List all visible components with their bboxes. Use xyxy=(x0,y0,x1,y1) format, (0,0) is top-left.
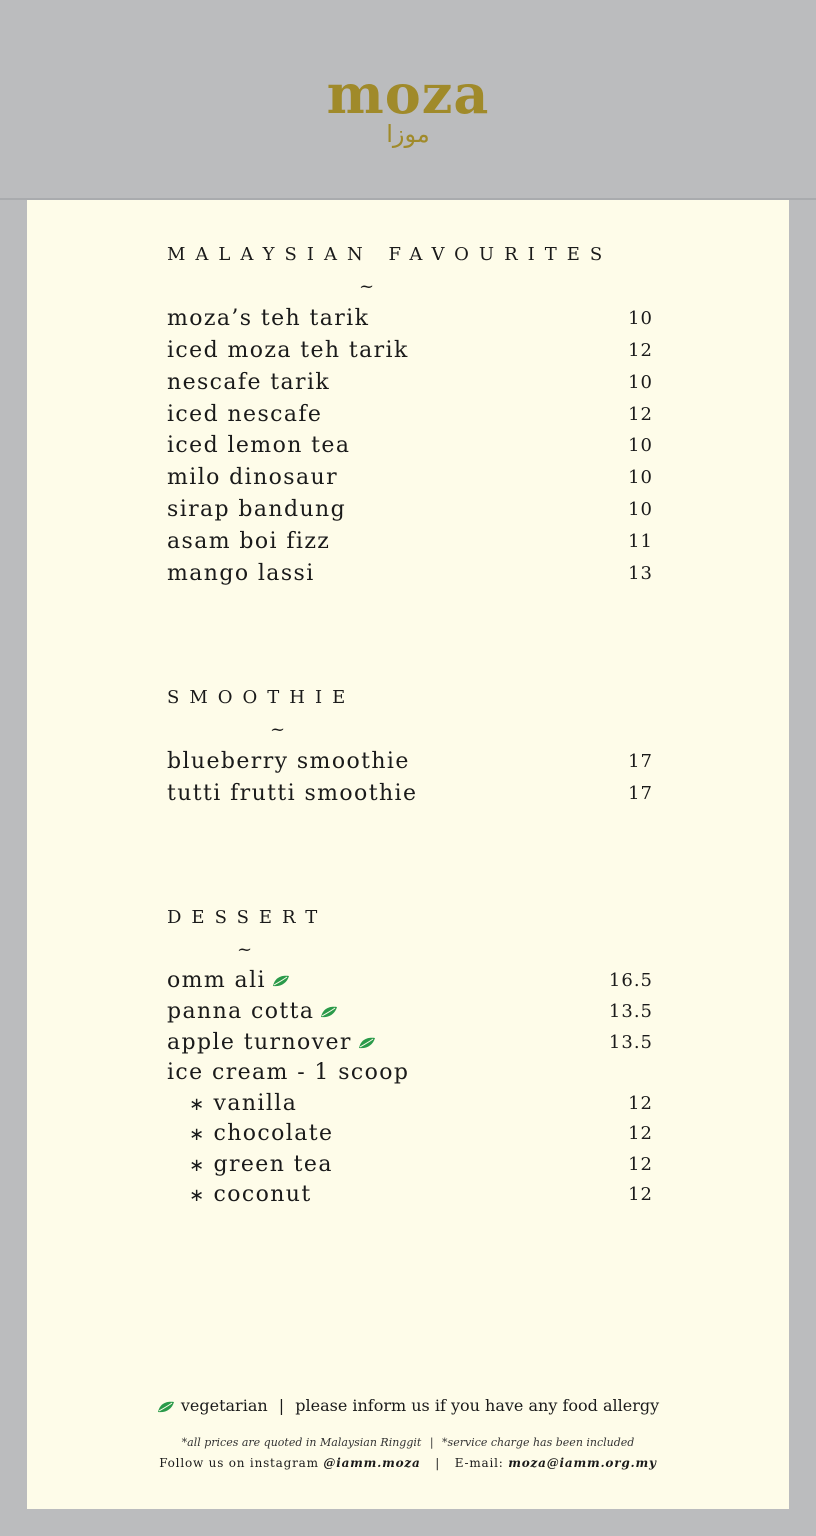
item-price: 12 xyxy=(628,1184,653,1205)
leaf-icon xyxy=(320,1005,338,1019)
item-price: 11 xyxy=(628,531,653,552)
section-divider: ~ xyxy=(359,276,375,297)
item-name: iced moza teh tarik xyxy=(167,338,409,363)
leaf-icon xyxy=(358,1036,376,1050)
menu-item xyxy=(167,465,653,495)
item-price: 17 xyxy=(628,783,653,804)
item-name: panna cotta xyxy=(167,999,338,1024)
item-name: moza’s teh tarik xyxy=(167,306,370,331)
menu-item xyxy=(167,561,653,591)
item-price: 10 xyxy=(628,372,653,393)
item-price: 12 xyxy=(628,1154,653,1175)
item-name: ice cream - 1 scoop xyxy=(167,1060,410,1085)
contact-separator: | xyxy=(435,1456,441,1470)
menu-item xyxy=(167,749,653,779)
item-name: coconut xyxy=(213,1182,312,1207)
item-price: 10 xyxy=(628,467,653,488)
logo-arabic: موزا xyxy=(386,120,430,148)
email-link[interactable]: moza@iamm.org.my xyxy=(508,1456,657,1470)
menu-subitem xyxy=(167,1121,653,1151)
item-name: sirap bandung xyxy=(167,497,347,522)
menu-item xyxy=(167,999,653,1029)
menu-item xyxy=(167,497,653,527)
item-name: chocolate xyxy=(213,1121,334,1146)
item-name: asam boi fizz xyxy=(167,529,331,554)
menu-item xyxy=(167,529,653,559)
item-name: omm ali xyxy=(167,968,290,993)
logo-wordmark: moza xyxy=(326,62,490,126)
menu-item xyxy=(167,968,653,998)
item-price: 10 xyxy=(628,499,653,520)
section-divider: ~ xyxy=(237,939,253,960)
item-price: 13.5 xyxy=(608,1032,653,1053)
menu-subitem xyxy=(167,1152,653,1182)
menu-item xyxy=(167,370,653,400)
item-name: apple turnover xyxy=(167,1030,376,1055)
item-price: 10 xyxy=(628,435,653,456)
item-name: vanilla xyxy=(213,1091,298,1116)
service-note: *service charge has been included xyxy=(442,1436,635,1449)
item-name: tutti frutti smoothie xyxy=(167,781,418,806)
menu-item xyxy=(167,433,653,463)
item-price: 16.5 xyxy=(608,970,653,991)
menu-subitem xyxy=(167,1091,653,1121)
item-price: 13.5 xyxy=(608,1001,653,1022)
price-note: *all prices are quoted in Malaysian Ringgit xyxy=(181,1436,422,1449)
item-price: 12 xyxy=(628,404,653,425)
footer-legend xyxy=(27,1396,789,1415)
header-banner xyxy=(0,0,816,200)
item-price: 17 xyxy=(628,751,653,772)
section-title-smoothie: SMOOTHIE xyxy=(167,687,356,708)
item-price: 13 xyxy=(628,563,653,584)
menu-item xyxy=(167,781,653,811)
menu-item xyxy=(167,1030,653,1060)
item-name: blueberry smoothie xyxy=(167,749,410,774)
section-title-dessert: DESSERT xyxy=(167,907,328,928)
item-price: 12 xyxy=(628,340,653,361)
asterisk-icon: ∗ xyxy=(189,1185,206,1206)
item-name: green tea xyxy=(213,1152,333,1177)
menu-item xyxy=(167,1060,653,1090)
instagram-link[interactable]: @iamm.moza xyxy=(323,1456,421,1470)
allergy-note: please inform us if you have any food allergy xyxy=(295,1396,660,1415)
note-separator: | xyxy=(429,1436,434,1449)
menu-item xyxy=(167,402,653,432)
legend-vegetarian: vegetarian xyxy=(180,1396,268,1415)
menu-page xyxy=(27,200,789,1509)
item-price: 12 xyxy=(628,1093,653,1114)
section-divider: ~ xyxy=(270,719,286,740)
asterisk-icon: ∗ xyxy=(189,1094,206,1115)
item-name: milo dinosaur xyxy=(167,465,338,490)
menu-item xyxy=(167,306,653,336)
item-name: iced lemon tea xyxy=(167,433,351,458)
section-title-malaysian: MALAYSIAN FAVOURITES xyxy=(167,244,613,265)
leaf-icon xyxy=(272,974,290,988)
item-name: iced nescafe xyxy=(167,402,323,427)
menu-subitem xyxy=(167,1182,653,1212)
follow-label: Follow us on instagram xyxy=(159,1456,319,1470)
item-name: nescafe tarik xyxy=(167,370,331,395)
item-name: mango lassi xyxy=(167,561,315,586)
email-label: E-mail: xyxy=(454,1456,504,1470)
menu-item xyxy=(167,338,653,368)
footer-notes xyxy=(27,1436,789,1449)
legend-separator: | xyxy=(278,1396,285,1415)
footer-contact xyxy=(27,1456,789,1470)
item-price: 12 xyxy=(628,1123,653,1144)
leaf-icon xyxy=(157,1400,175,1414)
asterisk-icon: ∗ xyxy=(189,1124,206,1145)
asterisk-icon: ∗ xyxy=(189,1155,206,1176)
item-price: 10 xyxy=(628,308,653,329)
